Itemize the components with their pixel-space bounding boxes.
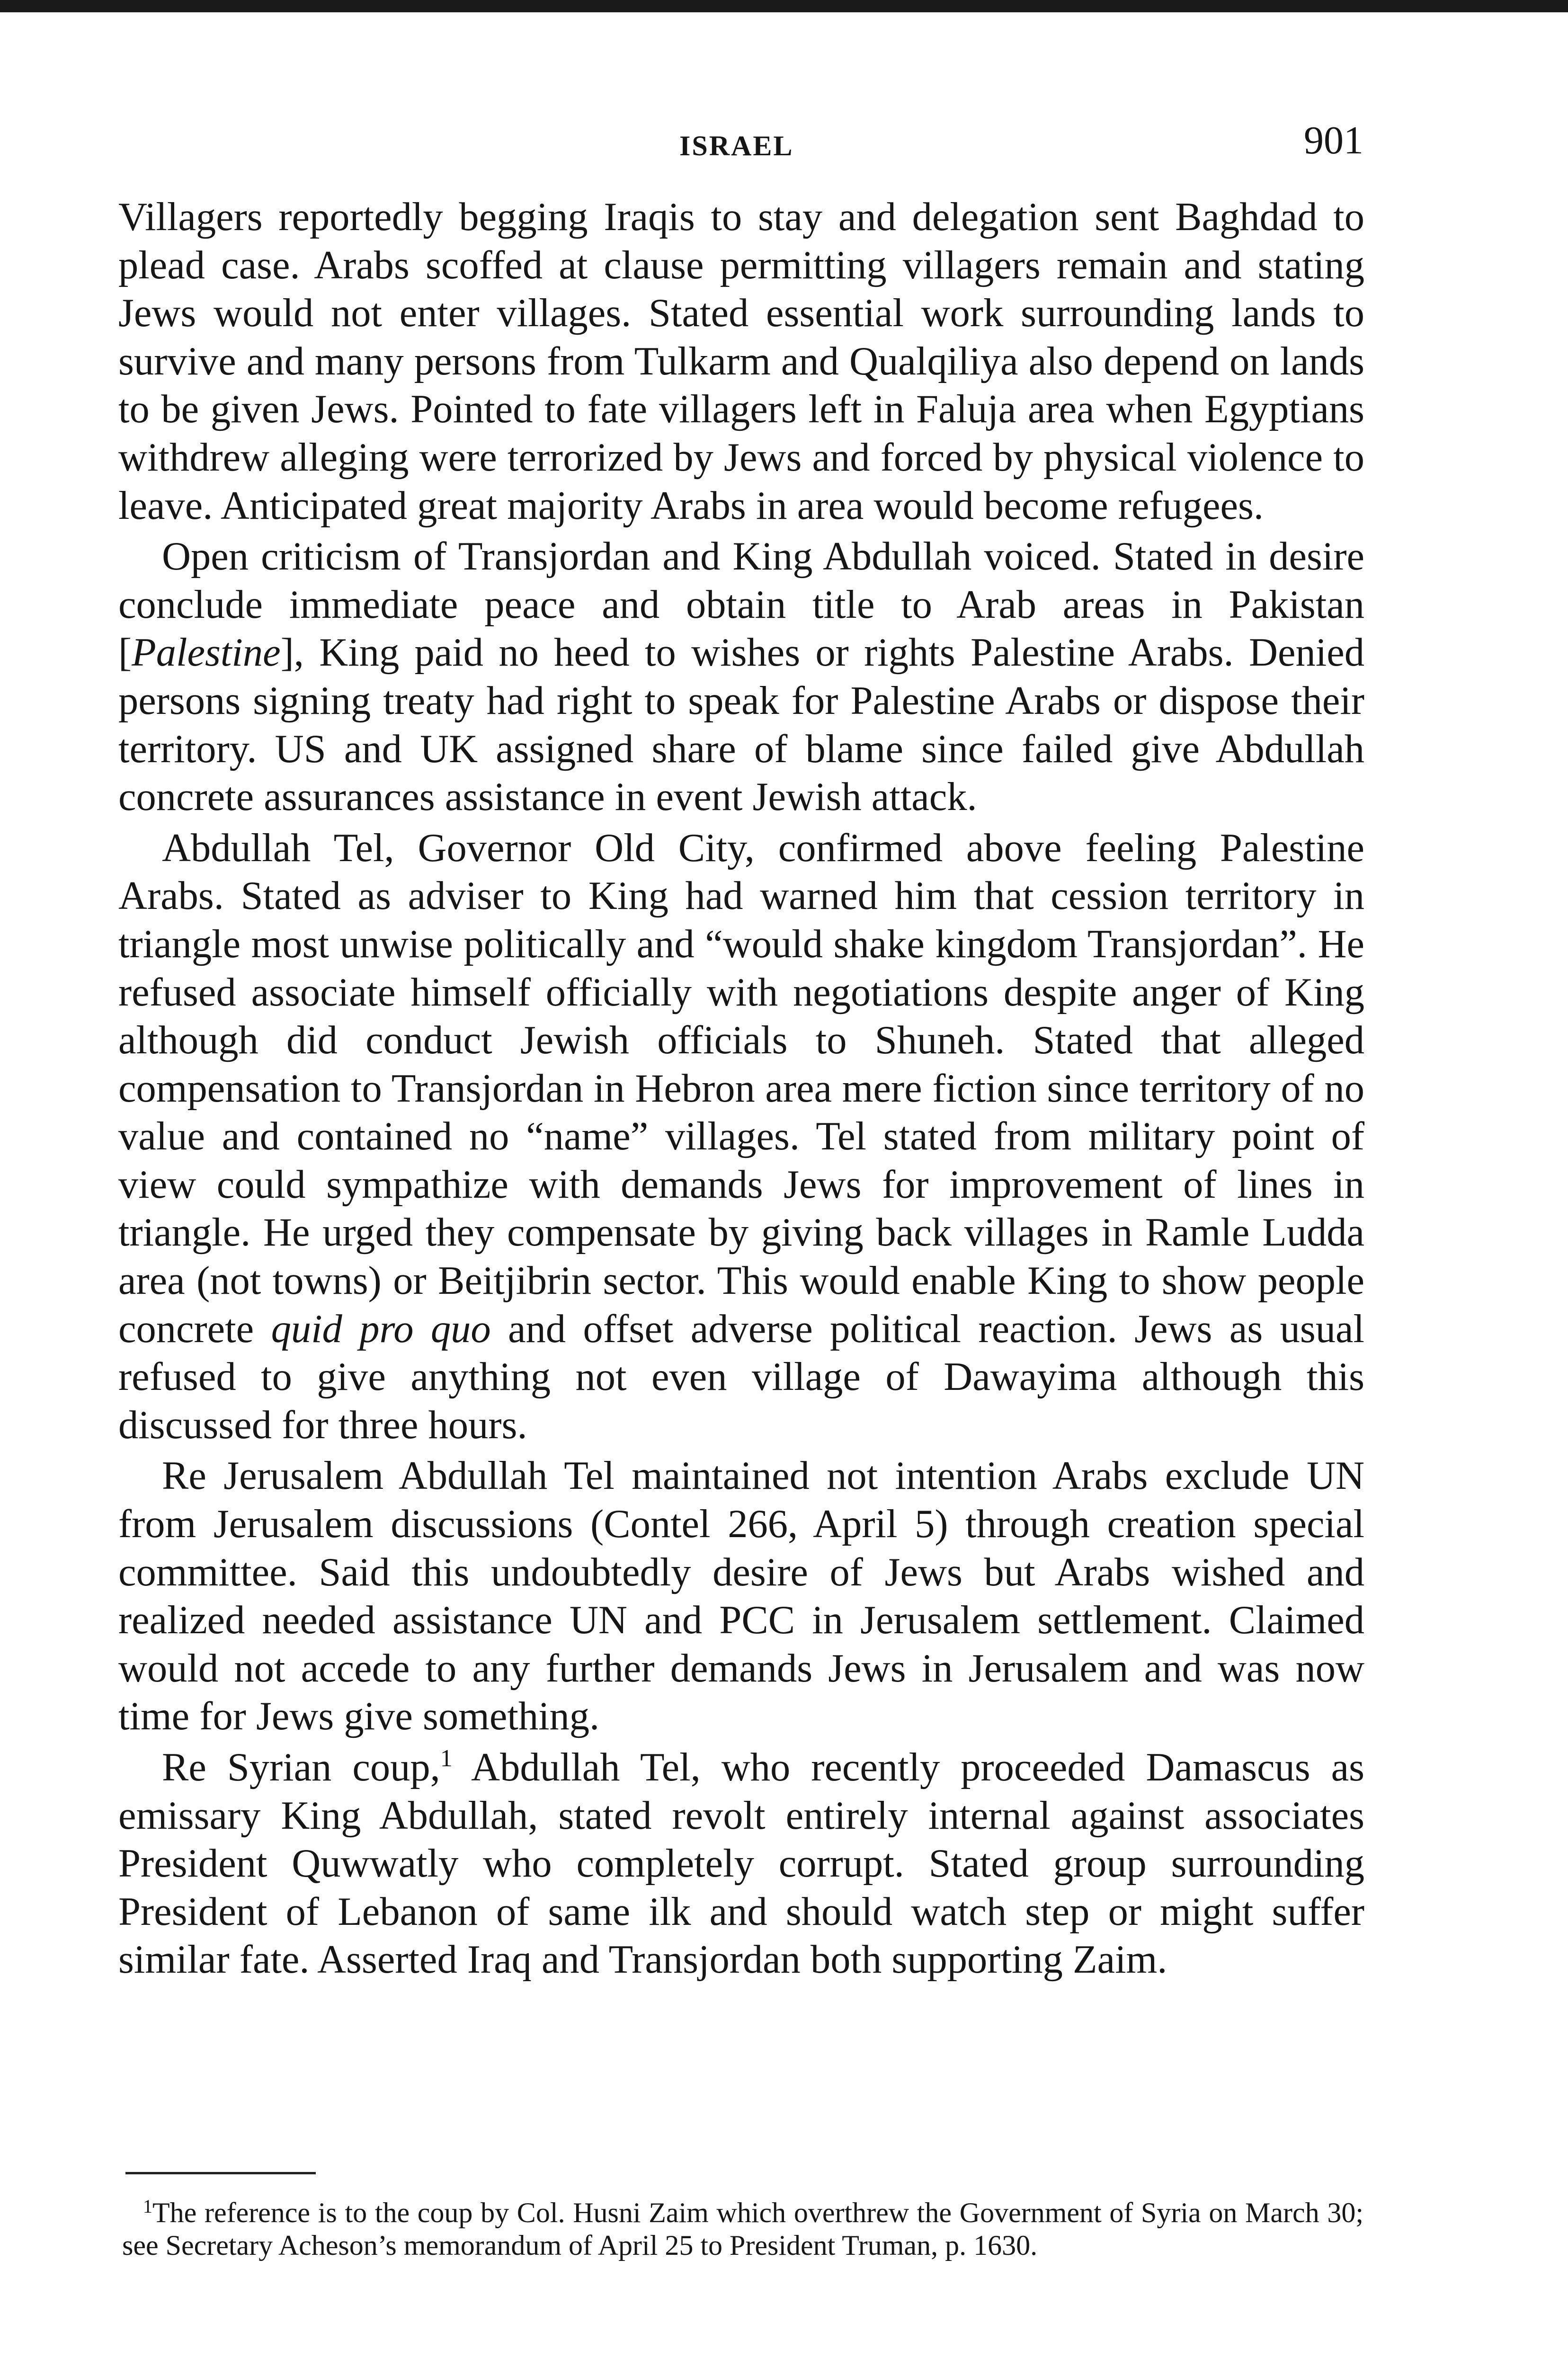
top-border-rule	[0, 0, 1568, 12]
paragraph-text: and offset adverse political reaction. Jews as usual refused to give anything not even village of Dawayima although this discussed for three hours.	[118, 1307, 1365, 1447]
paragraph-2	[118, 533, 1364, 821]
running-title: ISRAEL	[679, 130, 794, 161]
paragraph-text: ], King paid no heed to wishes or rights Palestine Arabs. Denied persons signing treaty had right to speak for Palestine Arabs or dispose their territory. US and UK assigned share of blame since failed give Abdullah concrete assurances assistance in event Jewish attack.	[118, 631, 1364, 819]
italic-term: quid pro quo	[271, 1307, 491, 1351]
footnote	[122, 2197, 1363, 2262]
paragraph-5	[118, 1744, 1364, 1984]
footnote-mark: 1	[143, 2196, 152, 2217]
footnote-reference[interactable]: 1	[440, 1745, 453, 1772]
paragraph-text: Abdullah Tel, who recently proceeded Damascus as emissary King Abdullah, stated revolt entirely internal against associates President Quwwatly who completely corrupt. Stated group surrounding President of Lebanon of same ilk and should watch step or might suffer similar fate. Asserted Iraq and Transjordan both supporting Zaim.	[118, 1745, 1364, 1982]
italic-term: Palestine	[132, 631, 281, 675]
paragraph-text: Re Jerusalem Abdullah Tel maintained not intention Arabs exclude UN from Jerusalem discussions (Contel 266, April 5) through creation special committee. Said this undoubtedly desire of Jews but Arabs wished and realized needed assistance UN and PCC in Jerusalem settlement. Claimed would not accede to any further demands Jews in Jerusalem and was now time for Jews give something.	[118, 1454, 1364, 1739]
paragraph-text: Abdullah Tel, Governor Old City, confirmed above feeling Palestine Arabs. Stated as adviser to King had warned him that cession territory in triangle most unwise politically and “would shake kingdom Transjordan”. He refused associate himself officially with negotiations despite anger of King although did conduct Jewish officials to Shuneh. Stated that alleged compensation to Transjordan in Hebron area mere fiction since territory of no value and contained no “name” villages. Tel stated from military point of view could sympathize with demands Jews for improvement of lines in triangle. He urged they compensate by giving back villages in Ramle Ludda area (not towns) or Beitjibrin sector. This would enable King to show people concrete	[118, 826, 1364, 1351]
paragraph-1	[118, 193, 1364, 530]
paragraph-text: Villagers reportedly begging Iraqis to stay and delegation sent Baghdad to plead case. Arabs scoffed at clause permitting villagers remain and stating Jews would not enter villages. Stated essential work surrounding lands to survive and many persons from Tulkarm and Qualqiliya also depend on lands to be given Jews. Pointed to fate villagers left in Faluja area when Egyptians withdrew alleging were terrorized by Jews and forced by physical violence to leave. Anticipated great majority Arabs in area would become refugees.	[118, 195, 1364, 528]
footnote-rule	[125, 2172, 316, 2174]
running-head	[118, 117, 1363, 169]
paragraph-3	[118, 824, 1364, 1450]
paragraph-text: Re Syrian coup,	[162, 1745, 440, 1789]
body-text	[118, 193, 1364, 1984]
paragraph-4	[118, 1452, 1364, 1741]
footnote-text: The reference is to the coup by Col. Husni Zaim which overthrew the Government of Syria on March 30; see Secretary Acheson’s memorandum of April 25 to President Truman, p. 1630.	[122, 2197, 1363, 2261]
paragraph-text: Open criticism of Transjordan and King Abdullah voiced. Stated in desire conclude immediate peace and obtain title to Arab areas in Pakistan [	[118, 534, 1364, 675]
page-number: 901	[1304, 118, 1363, 162]
